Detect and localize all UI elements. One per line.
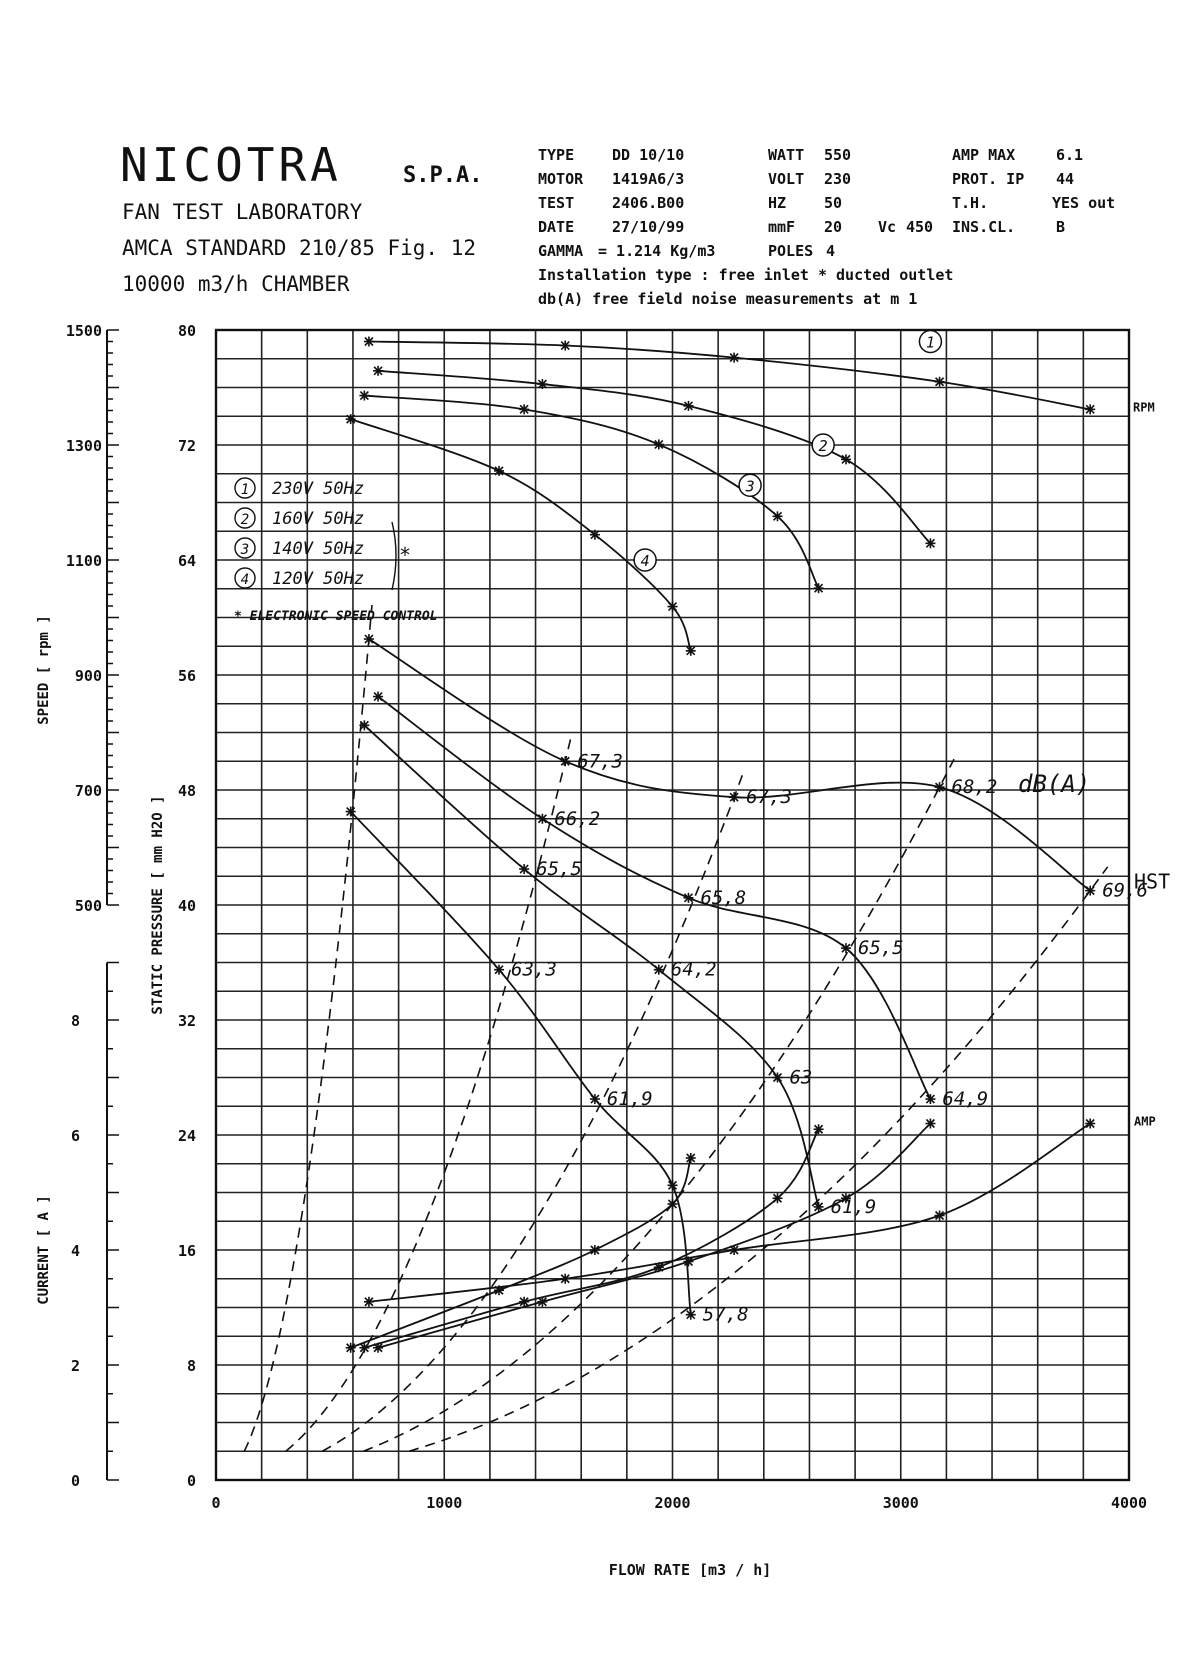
noise-label: 68,2 — [951, 776, 998, 799]
legend-note: * ELECTRONIC SPEED CONTROL — [234, 609, 438, 624]
data-point — [925, 538, 935, 548]
noise-label: 61,9 — [606, 1088, 653, 1111]
hst-curve-label: HST — [1134, 869, 1171, 894]
speed-tick-label: 500 — [74, 897, 102, 915]
test-chamber: 10000 m3/h CHAMBER — [122, 272, 350, 296]
current-curve-4 — [351, 1158, 691, 1348]
data-point — [686, 1153, 696, 1163]
x-tick-label: 1000 — [426, 1494, 463, 1512]
legend-marker-label: 1 — [240, 482, 250, 498]
data-point — [373, 366, 383, 376]
spec-label-amp-max: AMP MAX — [952, 146, 1016, 164]
data-point — [772, 1193, 782, 1203]
data-point — [359, 391, 369, 401]
test-standard: AMCA STANDARD 210/85 Fig. 12 — [122, 236, 477, 260]
noise-label: 64,9 — [942, 1088, 989, 1111]
current-curve-3 — [364, 1129, 818, 1348]
series-marker-label: 1 — [925, 333, 935, 352]
company-suffix: S.P.A. — [403, 163, 483, 188]
spec-value-test: 2406.B00 — [612, 194, 685, 212]
data-point — [1085, 404, 1095, 414]
spec-label-ins-class: INS.CL. — [952, 218, 1016, 236]
legend-text: 140V 50Hz — [272, 539, 365, 559]
spec-label-poles: POLES — [768, 242, 814, 260]
pressure-tick-label: 0 — [186, 1472, 196, 1490]
noise-label: 61,9 — [830, 1195, 877, 1218]
pressure-curve-1 — [369, 639, 1090, 891]
spec-value-th: YES out — [1052, 194, 1116, 212]
pressure-tick-label: 72 — [177, 437, 196, 455]
spec-label-vc: Vc — [878, 218, 897, 236]
noise-label: 65,5 — [536, 858, 582, 881]
data-point — [814, 1124, 824, 1134]
data-point — [683, 1257, 693, 1267]
legend-marker-label: 3 — [240, 542, 250, 558]
data-point — [346, 807, 356, 817]
speed-curve-1 — [369, 342, 1090, 410]
pressure-axis-label: STATIC PRESSURE [ mm H2O ] — [150, 795, 166, 1015]
data-point — [654, 1262, 664, 1272]
data-point — [590, 1094, 600, 1104]
noise-label: 57,8 — [702, 1303, 749, 1326]
current-curve-1 — [369, 1124, 1090, 1302]
noise-label: 63 — [789, 1066, 813, 1089]
noise-label: 65,5 — [857, 937, 904, 960]
current-tick-label: 2 — [70, 1357, 80, 1375]
noise-note: db(A) free field noise measurements at m 1 — [538, 290, 918, 308]
data-point — [346, 1343, 356, 1353]
data-point — [935, 377, 945, 387]
pressure-curve-2 — [378, 697, 930, 1100]
spec-value-gamma: = 1.214 Kg/m3 — [598, 242, 716, 260]
noise-label: 63,3 — [511, 958, 557, 981]
pressure-tick-label: 8 — [186, 1357, 196, 1375]
chart-axes — [36, 322, 1147, 1579]
current-axis-label: CURRENT [ A ] — [36, 1195, 52, 1305]
noise-label: 69,6 — [1102, 879, 1148, 902]
data-point — [772, 1073, 782, 1083]
spec-value-poles: 4 — [826, 242, 836, 260]
pressure-curve-4 — [351, 812, 691, 1315]
lab-name: FAN TEST LABORATORY — [122, 200, 363, 224]
spec-label-prot: PROT. IP — [952, 170, 1025, 188]
chart-curves — [244, 337, 1107, 1452]
data-point — [1085, 1119, 1095, 1129]
current-tick-label: 8 — [70, 1012, 80, 1030]
x-axis-label: FLOW RATE [m3 / h] — [608, 1561, 772, 1579]
data-point — [925, 1119, 935, 1129]
dba-curve-label: dB(A) — [1018, 770, 1091, 798]
pressure-tick-label: 24 — [177, 1127, 196, 1145]
data-point — [494, 965, 504, 975]
data-point — [841, 454, 851, 464]
legend-marker-label: 2 — [240, 512, 250, 528]
series-marker-label: 3 — [745, 477, 755, 496]
pressure-tick-label: 16 — [177, 1242, 196, 1260]
x-tick-label: 4000 — [1110, 1494, 1148, 1512]
chart-grid — [216, 330, 1129, 1480]
system-curve — [363, 759, 954, 1451]
data-point — [364, 337, 374, 347]
spec-label-gamma: GAMMA — [538, 242, 584, 260]
data-point — [925, 1094, 935, 1104]
spec-value-date: 27/10/99 — [612, 218, 685, 236]
noise-label: 67,3 — [577, 750, 623, 773]
data-point — [537, 814, 547, 824]
data-point — [841, 943, 851, 953]
noise-label: 65,8 — [700, 886, 747, 909]
legend-bracket — [392, 522, 396, 590]
data-point — [519, 404, 529, 414]
data-point — [668, 1180, 678, 1190]
spec-value-amp-max: 6.1 — [1056, 146, 1084, 164]
x-tick-label: 3000 — [882, 1494, 919, 1512]
x-tick-label: 2000 — [654, 1494, 691, 1512]
x-tick-label: 0 — [211, 1494, 221, 1512]
data-point — [373, 692, 383, 702]
legend-text: 160V 50Hz — [272, 509, 365, 529]
current-tick-label: 0 — [70, 1472, 80, 1490]
series-marker-label: 2 — [818, 437, 828, 455]
data-point — [560, 341, 570, 351]
spec-label-watt: WATT — [768, 146, 805, 164]
amp-curve-label: AMP — [1134, 1114, 1156, 1129]
system-curve — [286, 732, 572, 1451]
data-point — [935, 782, 945, 792]
data-point — [346, 414, 356, 424]
data-point — [560, 1274, 570, 1284]
data-point — [668, 602, 678, 612]
spec-value-watt: 550 — [824, 146, 852, 164]
speed-axis-label: SPEED [ rpm ] — [36, 615, 52, 725]
spec-value-hz: 50 — [824, 194, 843, 212]
noise-label: 64,2 — [670, 958, 717, 981]
data-point — [654, 439, 664, 449]
data-point — [686, 646, 696, 656]
pressure-tick-label: 40 — [177, 897, 196, 915]
spec-label-volt: VOLT — [768, 170, 805, 188]
spec-label-motor: MOTOR — [538, 170, 584, 188]
data-point — [364, 1297, 374, 1307]
noise-label: 66,2 — [554, 807, 601, 830]
spec-label-hz: HZ — [768, 194, 787, 212]
spec-value-prot: 44 — [1056, 170, 1075, 188]
system-curve — [322, 770, 747, 1452]
data-point — [519, 1297, 529, 1307]
spec-label-date: DATE — [538, 218, 575, 236]
speed-tick-label: 1100 — [65, 552, 102, 570]
data-point — [683, 401, 693, 411]
pressure-tick-label: 80 — [177, 322, 196, 340]
spec-value-mmf: 20 — [824, 218, 843, 236]
spec-value-type: DD 10/10 — [612, 146, 685, 164]
series-marker-label: 4 — [640, 552, 650, 570]
data-point — [494, 1285, 504, 1295]
pressure-tick-label: 64 — [177, 552, 196, 570]
pressure-tick-label: 48 — [177, 782, 196, 800]
spec-value-motor: 1419A6/3 — [612, 170, 685, 188]
spec-label-type: TYPE — [538, 146, 575, 164]
data-point — [494, 466, 504, 476]
data-point — [537, 379, 547, 389]
spec-value-vc: 450 — [906, 218, 934, 236]
speed-tick-label: 900 — [74, 667, 102, 685]
rpm-curve-label: RPM — [1133, 400, 1155, 415]
data-point — [686, 1310, 696, 1320]
speed-tick-label: 1500 — [65, 322, 102, 340]
data-point — [935, 1211, 945, 1221]
chart-labels — [234, 331, 1170, 1326]
data-point — [590, 1245, 600, 1255]
speed-tick-label: 1300 — [65, 437, 102, 455]
legend-marker-label: 4 — [240, 572, 250, 588]
data-point — [519, 864, 529, 874]
spec-label-mmf: mmF — [768, 218, 796, 236]
spec-value-volt: 230 — [824, 170, 852, 188]
spec-value-ins-class: B — [1056, 218, 1066, 236]
legend-text: 230V 50Hz — [272, 479, 365, 499]
noise-label: 67,3 — [746, 786, 792, 809]
legend-asterisk: * — [399, 543, 412, 567]
data-point — [814, 583, 824, 593]
current-tick-label: 4 — [70, 1242, 80, 1260]
data-point — [590, 530, 600, 540]
legend-text: 120V 50Hz — [272, 569, 365, 589]
data-point — [772, 511, 782, 521]
data-point — [729, 353, 739, 363]
data-point — [683, 893, 693, 903]
company-name: NICOTRA — [120, 138, 342, 192]
pressure-tick-label: 32 — [177, 1012, 196, 1030]
speed-tick-label: 700 — [74, 782, 102, 800]
installation-type: Installation type : free inlet * ducted outlet — [538, 266, 954, 284]
current-tick-label: 6 — [70, 1127, 80, 1145]
spec-label-test: TEST — [538, 194, 575, 212]
spec-label-th: T.H. — [952, 194, 989, 212]
pressure-tick-label: 56 — [177, 667, 196, 685]
